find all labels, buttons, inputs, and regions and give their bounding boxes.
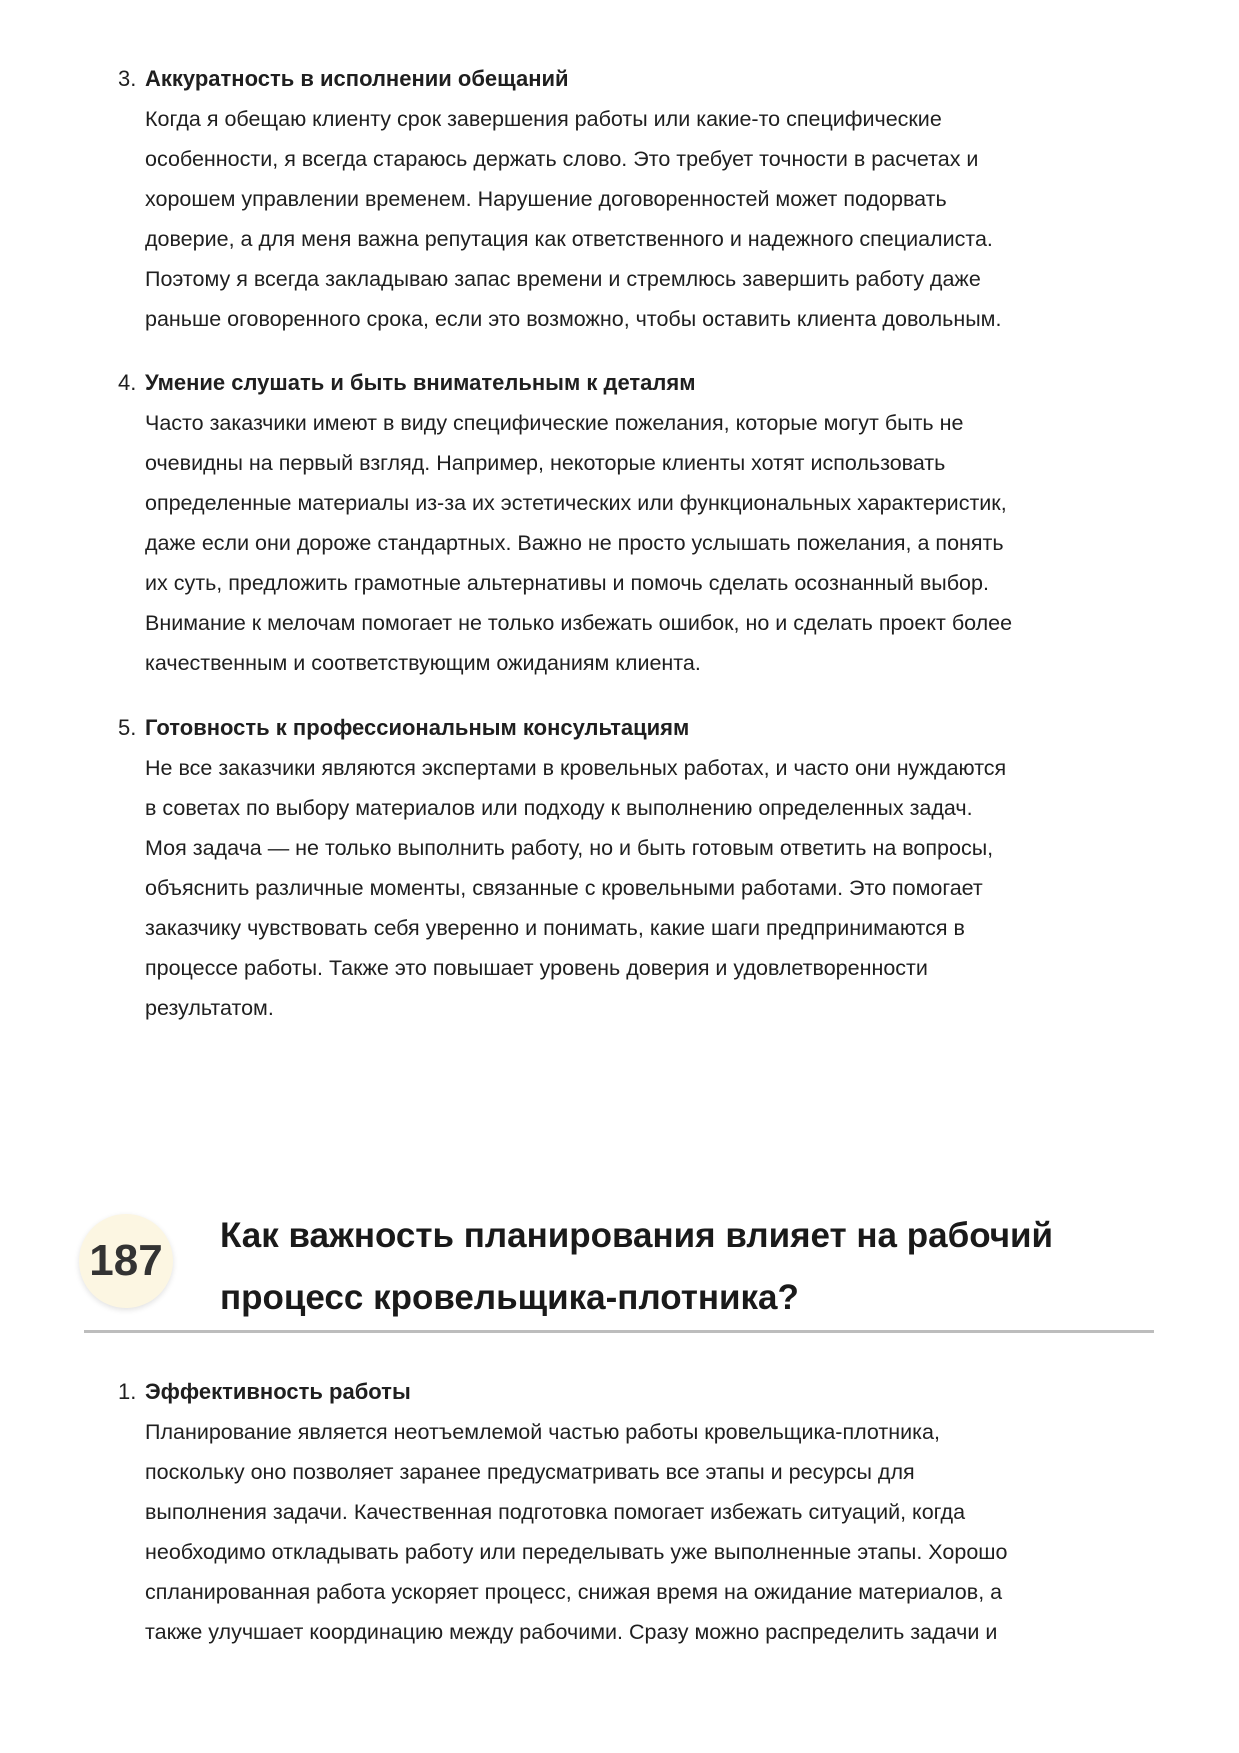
section-heading [220,1205,1053,1329]
paragraph-line: определенные материалы из-за их эстетических или функциональных характеристик, [145,491,1007,515]
paragraph-line: очевидны на первый взгляд. Например, некоторые клиенты хотят использовать [145,451,946,475]
section-heading-line: Как важность планирования влияет на рабочий [220,1216,1054,1255]
paragraph-line: Внимание к мелочам помогает не только избежать ошибок, но и сделать проект более [145,611,1013,635]
paragraph-line: качественным и соответствующим ожиданиям клиента. [145,651,701,675]
item-number: 5. [118,715,137,740]
item-number: 1. [118,1379,137,1404]
paragraph-line: доверие, а для меня важна репутация как ответственного и надежного специалиста. [145,227,993,251]
paragraph-line: в советах по выбору материалов или подходу к выполнению определенных задач. [145,796,973,820]
item-number: 3. [118,66,137,91]
paragraph-line: их суть, предложить грамотные альтернативы и помочь сделать осознанный выбор. [145,571,989,595]
paragraph-line: процессе работы. Также это повышает уровень доверия и удовлетворенности [145,956,928,980]
paragraph-line: объяснить различные моменты, связанные с кровельными работами. Это помогает [145,876,983,900]
paragraph-line: Когда я обещаю клиенту срок завершения работы или какие-то специфические [145,107,942,131]
paragraph-line: Моя задача — не только выполнить работу, но и быть готовым ответить на вопросы, [145,836,994,860]
paragraph-line: также улучшает координацию между рабочими. Сразу можно распределить задачи и [145,1620,998,1644]
item-title: Аккуратность в исполнении обещаний [145,66,569,91]
item-title: Готовность к профессиональным консультациям [145,715,690,740]
paragraph-line: особенности, я всегда стараюсь держать слово. Это требует точности в расчетах и [145,147,979,171]
paragraph-line: заказчику чувствовать себя уверенно и понимать, какие шаги предпринимаются в [145,916,965,940]
paragraph-line: спланированная работа ускоряет процесс, снижая время на ожидание материалов, а [145,1580,1003,1604]
paragraph-line: поскольку оно позволяет заранее предусматривать все этапы и ресурсы для [145,1460,915,1484]
paragraph-line: результатом. [145,996,274,1020]
item-number: 4. [118,370,137,395]
paragraph-line: раньше оговоренного срока, если это возможно, чтобы оставить клиента довольным. [145,307,1002,331]
paragraph-line: Поэтому я всегда закладываю запас времени и стремлюсь завершить работу даже [145,267,981,291]
paragraph-line: выполнения задачи. Качественная подготовка помогает избежать ситуаций, когда [145,1500,966,1524]
paragraph-line: хорошем управлении временем. Нарушение договоренностей может подорвать [145,187,947,211]
list-item-1 [118,1372,1178,1652]
list-item-3 [118,59,1178,339]
heading-divider [84,1330,1154,1333]
item-title: Умение слушать и быть внимательным к деталям [145,370,696,395]
paragraph-line: даже если они дороже стандартных. Важно не просто услышать пожелания, а понять [145,531,1004,555]
section-heading-line: процесс кровельщика-плотника? [220,1278,799,1317]
question-number-badge: 187 [79,1214,173,1308]
item-title: Эффективность работы [145,1379,411,1404]
paragraph-line: Планирование является неотъемлемой частью работы кровельщика-плотника, [145,1420,940,1444]
paragraph-line: Не все заказчики являются экспертами в кровельных работах, и часто они нуждаются [145,756,1007,780]
list-item-4 [118,363,1178,683]
paragraph-line: Часто заказчики имеют в виду специфические пожелания, которые могут быть не [145,411,964,435]
paragraph-line: необходимо откладывать работу или переделывать уже выполненные этапы. Хорошо [145,1540,1008,1564]
list-item-5 [118,708,1178,1028]
